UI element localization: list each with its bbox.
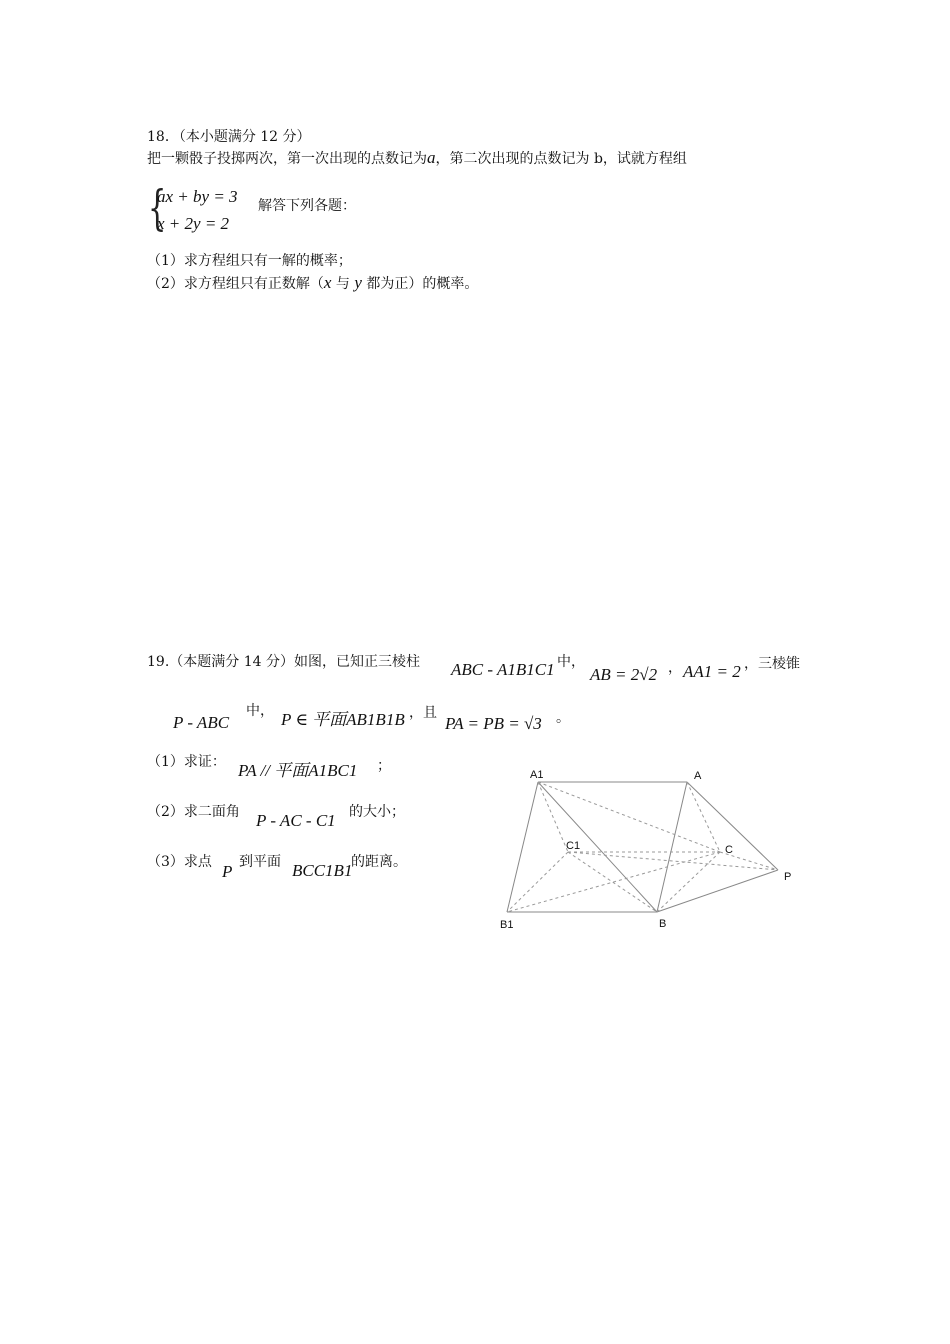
q18-p2-x: x [323,273,332,292]
label-a: A [694,770,702,782]
q19-prism: ABC - A1B1C1 [451,660,555,679]
q18-p2-a: （2）求方程组只有正数解（ [147,276,324,292]
q18-equation-1: ax + by = 3 [157,187,238,206]
q18-header: 18．（本小题满分 12 分） [147,129,311,145]
q19-pyramid: P - ABC [173,713,230,732]
system-brace: { [148,180,167,236]
q19-sub-1-label: （1）求证： [147,754,226,770]
q19-sub-1-end: ； [377,758,391,774]
edge-b-p [657,870,778,912]
q18-p2-mid: 与 [331,276,355,292]
q19-ab: AB = 2√2 [590,665,658,684]
q19-header [147,652,420,672]
q18-var-a: a [427,148,436,167]
q19-header-text: 19.（本题满分 14 分）如图，已知正三棱柱 [147,654,420,670]
q19-qie: ，且 [409,705,437,721]
label-p: P [784,871,792,883]
q19-p-in-plane: P ∈ 平面AB1B1B [281,710,405,729]
q19-tail1: ，三棱锥 [744,656,800,672]
q18-part-1: （1）求方程组只有一解的概率； [147,253,352,269]
q18-stem [147,148,687,169]
q19-dot: 。 [556,710,570,726]
q19-sub-2-math: P - AC - C1 [256,811,336,830]
label-b: B [659,918,667,930]
q19-sub-3-end: 的距离。 [351,854,407,870]
q19-comma1: ， [668,660,682,676]
edge-c1-p [568,852,778,870]
edge-a1-b [538,782,657,912]
figure-solid-edges [507,782,778,912]
edge-c1-b1 [507,852,568,912]
q18-stem-a: 把一颗骰子投掷两次，第一次出现的点数记为 [147,151,427,167]
q18-stem-b: ，第二次出现的点数记为 b，试就方程组 [435,151,687,167]
q18-p2-y: y [354,273,362,292]
q19-sub-2-label: （2）求二面角 [147,804,240,820]
edge-a-c [687,782,720,852]
q18-tail: 解答下列各题： [258,198,356,214]
figure-hidden-edges [507,782,778,912]
q19-sub-3-p: P [222,862,233,881]
edge-a1-c1 [538,782,568,852]
prism-figure [490,760,810,940]
q19-sub-3-mid: 到平面 [239,854,281,870]
edge-a1-b1 [507,782,538,912]
label-a1: A1 [530,769,544,781]
q19-zhong2: 中， [246,703,274,719]
q18-p2-b: 都为正）的概率。 [361,276,479,292]
q19-sub-1-math: PA // 平面A1BC1 [238,761,358,780]
edge-a-b [657,782,687,912]
q19-pa-pb: PA = PB = √3 [445,714,542,733]
label-b1: B1 [500,919,514,931]
q19-aa1: AA1 = 2 [683,662,741,681]
q18-equation-2: x + 2y = 2 [157,214,230,233]
label-c: C [725,844,733,856]
label-c1: C1 [566,840,581,852]
edge-c1-b [568,852,657,912]
edge-a-p [687,782,778,870]
q18-part-2 [147,273,478,294]
q19-sub-3-label: （3）求点 [147,854,212,870]
q19-sub-3-math: BCC1B1 [292,861,353,880]
q19-sub-2-end: 的大小； [349,804,405,820]
q19-zhong1: 中， [557,654,585,670]
